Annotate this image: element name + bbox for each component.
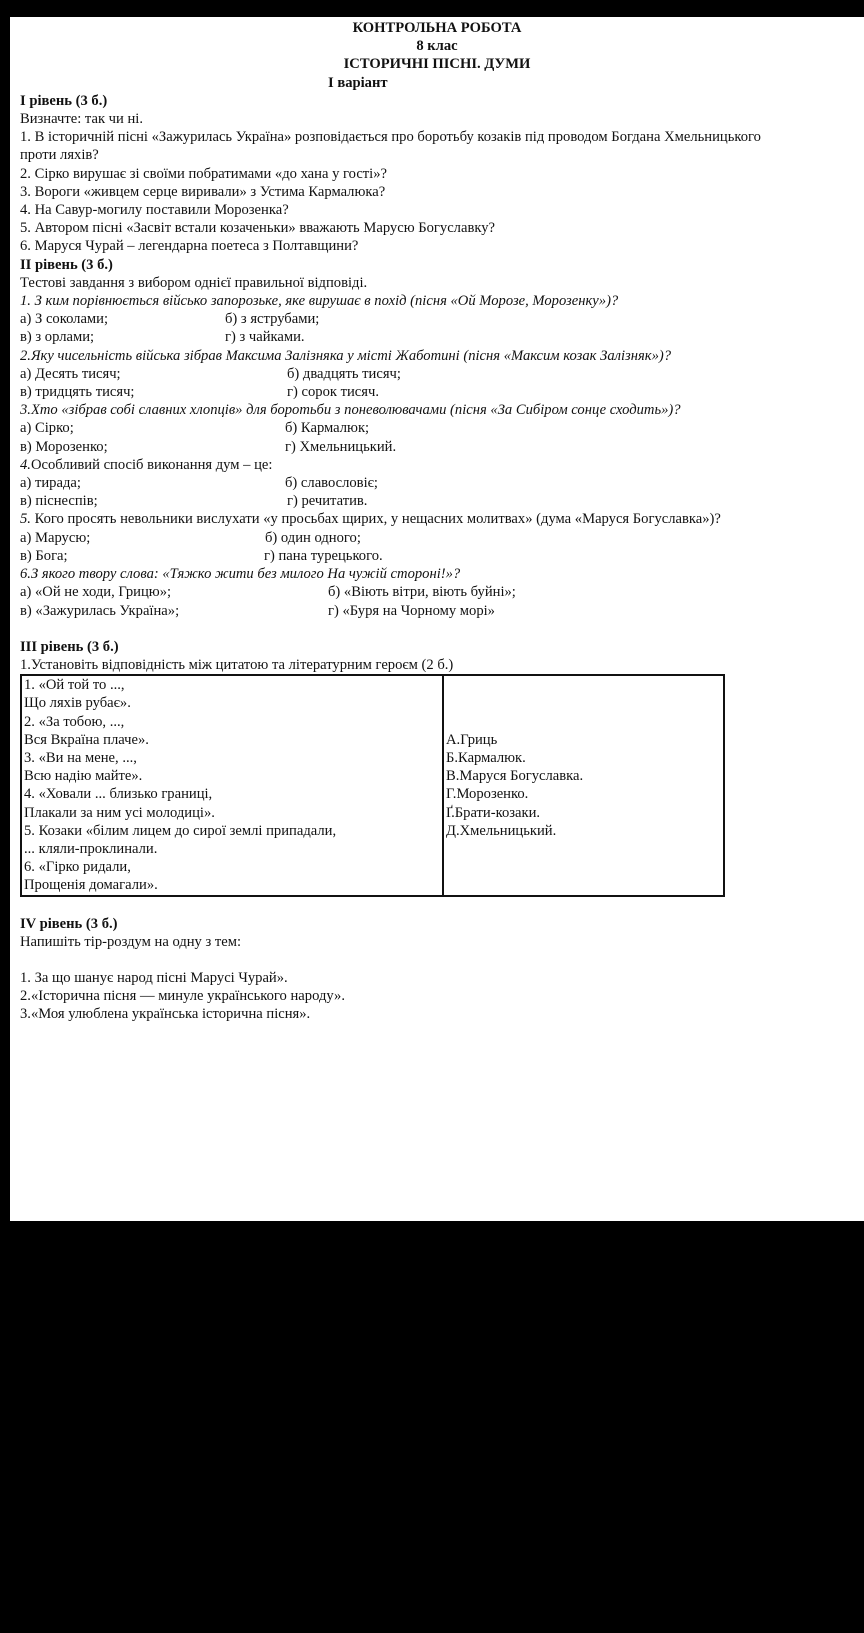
- matching-table: [20, 674, 725, 896]
- option: а) «Ой не ходи, Грицю»;: [20, 584, 172, 601]
- quote-line: 6. «Гірко ридали,: [24, 859, 131, 876]
- option: в) «Зажурилась Україна»;: [20, 602, 180, 619]
- level1-item: 3. Вороги «живцем серце виривали» з Устима Кармалюка?: [20, 183, 386, 200]
- level1-item: 4. На Савур-могилу поставили Морозенка?: [20, 202, 289, 219]
- essay-topic: 1. За що шанує народ пісні Марусі Чурай».: [20, 969, 288, 986]
- option: а) З соколами;: [20, 311, 109, 328]
- level1-heading: І рівень (3 б.): [20, 92, 108, 109]
- level1-item: 6. Маруся Чурай – легендарна поетеса з Полтавщини?: [20, 238, 359, 255]
- options-row: [20, 328, 844, 346]
- question-text: Кого просять невольники вислухати «у просьбах щирих, у нещасних молитвах» (дума «Маруся Богуславка»)?: [30, 511, 721, 528]
- quote-line: 4. «Ховали ... близько границі,: [24, 786, 213, 803]
- options-row: [20, 419, 844, 437]
- options-row: [20, 438, 844, 456]
- option: в) Морозенко;: [20, 438, 108, 455]
- level1-instruction: Визначте: так чи ні.: [20, 111, 143, 128]
- doc-topic: ІСТОРИЧНІ ПІСНІ. ДУМИ: [343, 56, 531, 73]
- options-row: [20, 474, 844, 492]
- question-6: 6.З якого твору слова: «Тяжко жити без милого На чужій стороні!»?: [20, 566, 461, 583]
- question-5: [20, 510, 844, 528]
- question-2: 2.Яку чисельність війська зібрав Максима Залізняка у місті Жаботині (пісня «Максим козак Залізняк»)?: [20, 347, 672, 364]
- quote-line: Всю надію майте».: [24, 768, 143, 785]
- question-1: 1. З ким порівнюється військо запорозьке, яке вирушає в похід (пісня «Ой Морозе, Морозенку»)?: [20, 293, 619, 310]
- option: в) з орлами;: [20, 329, 95, 346]
- quote-line: ... кляли-проклинали.: [24, 840, 158, 857]
- option: г) Хмельницький.: [285, 438, 397, 455]
- level4-instruction: Напишіть тір-роздум на одну з тем:: [20, 933, 242, 950]
- options-row: [20, 583, 844, 601]
- options-row: [20, 365, 844, 383]
- level1-item: 2. Сірко вирушає зі своїми побратимами «до хана у гості»?: [20, 165, 388, 182]
- quote-line: 5. Козаки «білим лицем до сирої землі припадали,: [24, 822, 337, 839]
- option: а) Марусю;: [20, 529, 91, 546]
- option: в) тридцять тисяч;: [20, 384, 135, 401]
- doc-grade: 8 клас: [416, 38, 458, 55]
- hero-item: Д.Хмельницький.: [446, 822, 557, 839]
- level2-heading: ІІ рівень (3 б.): [20, 256, 113, 273]
- option: б) з яструбами;: [225, 311, 320, 328]
- quote-line: 2. «За тобою, ...,: [24, 713, 125, 730]
- level1-item: 1. В історичній пісні «Зажурилась Україна» розповідається про боротьбу козаків під проводом Богдана Хмельницького: [20, 129, 761, 146]
- quote-line: Прощенія домагали».: [24, 877, 158, 894]
- options-row: [20, 529, 844, 547]
- doc-variant: І варіант: [328, 74, 388, 91]
- level2-instruction: Тестові завдання з вибором однієї правильної відповіді.: [20, 274, 368, 291]
- option: а) Десять тисяч;: [20, 365, 121, 382]
- essay-topic: 3.«Моя улюблена українська історична пісня».: [20, 1006, 311, 1023]
- quotes-cell: [21, 675, 443, 895]
- option: а) Сірко;: [20, 420, 74, 437]
- option: в) Бога;: [20, 547, 68, 564]
- option: а) тирада;: [20, 475, 81, 492]
- quote-line: Що ляхів рубає».: [24, 695, 131, 712]
- question-text: Особливий спосіб виконання дум – це:: [30, 456, 273, 473]
- option: б) славословіє;: [285, 475, 378, 492]
- option: г) з чайками.: [225, 329, 305, 346]
- options-row: [20, 547, 844, 565]
- option: г) пана турецького.: [264, 547, 383, 564]
- options-row: [20, 492, 844, 510]
- document-body: [20, 19, 844, 1024]
- level1-item: 5. Автором пісні «Засвіт встали козаченьки» вважають Марусю Богуславку?: [20, 220, 495, 237]
- option: г) сорок тисяч.: [287, 384, 379, 401]
- option: б) двадцять тисяч;: [287, 365, 401, 382]
- option: б) Кармалюк;: [285, 420, 370, 437]
- options-row: [20, 383, 844, 401]
- quote-line: Вся Вкраїна плаче».: [24, 731, 149, 748]
- quote-line: 1. «Ой той то ...,: [24, 677, 125, 694]
- level4-heading: IV рівень (3 б.): [20, 915, 118, 932]
- option: в) піснеспів;: [20, 493, 98, 510]
- question-number: 5.: [20, 511, 31, 528]
- options-row: [20, 310, 844, 328]
- level3-instruction: 1.Установіть відповідність між цитатою та літературним героєм (2 б.): [20, 656, 454, 673]
- hero-item: В.Маруся Богуславка.: [446, 768, 584, 785]
- question-4: [20, 456, 844, 474]
- option: б) «Віють вітри, віють буйні»;: [328, 584, 516, 601]
- option: г) «Буря на Чорному морі»: [328, 602, 495, 619]
- quote-line: 3. «Ви на мене, ...,: [24, 749, 137, 766]
- hero-item: Г.Морозенко.: [446, 786, 529, 803]
- level1-item: проти ляхів?: [20, 147, 99, 164]
- doc-title: КОНТРОЛЬНА РОБОТА: [352, 20, 522, 36]
- option: б) один одного;: [265, 529, 361, 546]
- question-number: 4.: [20, 456, 31, 473]
- hero-item: Ґ.Брати-козаки.: [446, 804, 541, 821]
- essay-topic: 2.«Історична пісня — минуле українського народу».: [20, 988, 345, 1005]
- heroes-cell: [443, 675, 724, 895]
- quote-line: Плакали за ним усі молодиці».: [24, 804, 215, 821]
- option: г) речитатив.: [287, 493, 368, 510]
- level3-heading: ІІІ рівень (3 б.): [20, 638, 119, 655]
- hero-item: Б.Кармалюк.: [446, 749, 526, 766]
- question-3: 3.Хто «зібрав собі славних хлопців» для боротьби з поневолювачами (пісня «За Сибіром сонце сходить»)?: [20, 402, 681, 419]
- options-row: [20, 602, 844, 620]
- hero-item: А.Гриць: [446, 731, 498, 748]
